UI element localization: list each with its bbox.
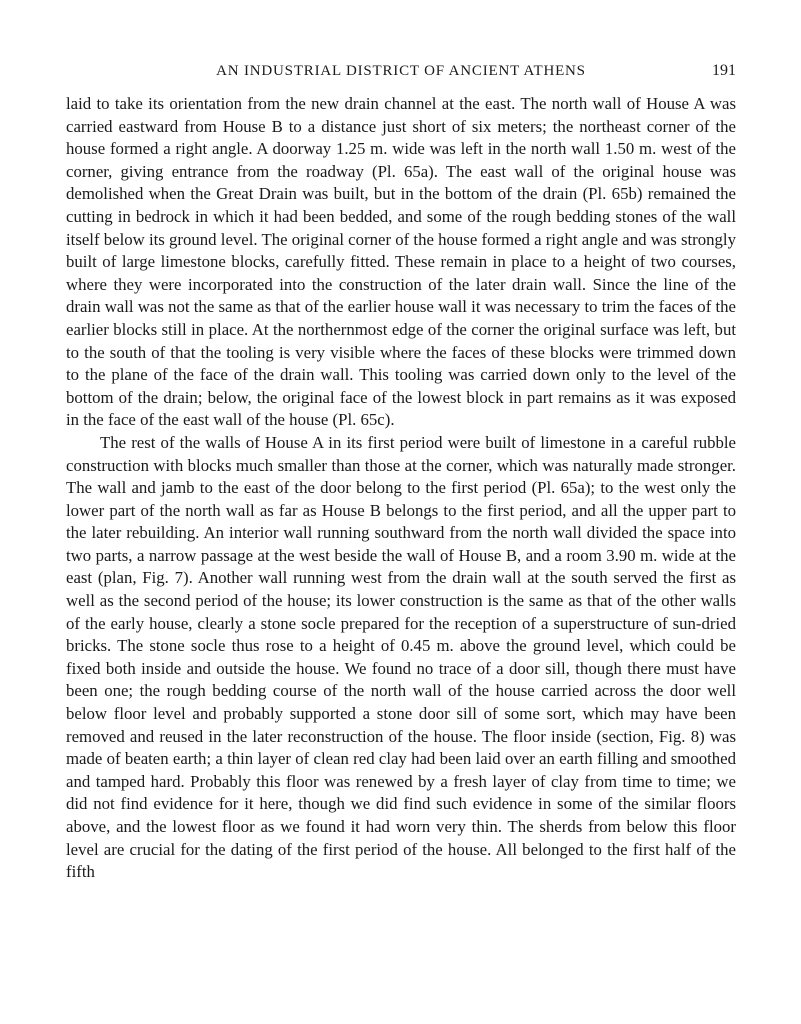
paragraph-1: laid to take its orientation from the new drain channel at the east. The north wall of House A was carried eastward from House B to a distance just short of six meters; the northeast corner of the house formed a right angle. A doorway 1.25 m. wide was left in the north wall 1.50 m. west of the corner, giving entrance from the roadway (Pl. 65a). The east wall of the original house was demolished when the Great Drain was built, but in the bottom of the drain (Pl. 65b) remained the cutting in bedrock in which it had been bedded, and some of the rough bedding stones of the wall itself below its ground level. The original corner of the house formed a right angle and was strongly built of large limestone blocks, carefully fitted. These remain in place to a height of two courses, where they were incorporated into the construction of the later drain wall. Since the line of the drain wall was not the same as that of the earlier house wall it was necessary to trim the faces of the earlier blocks still in place. At the northernmost edge of the corner the original surface was left, but to the south of that the tooling is very visible where the faces of these blocks were trimmed down to the plane of the face of the drain wall. This tooling was carried down only to the level of the bottom of the drain; below, the original face of the lowest block in part remains as it was exposed in the face of the east wall of the house (Pl. 65c). bbox=[66, 94, 736, 430]
running-head bbox=[66, 60, 736, 82]
body-text bbox=[66, 93, 736, 884]
page-number: 191 bbox=[712, 62, 736, 79]
paragraph-2: The rest of the walls of House A in its first period were built of limestone in a careful rubble construction with blocks much smaller than those at the corner, which was naturally made stronger. The wall and jamb to the east of the door belong to the first period (Pl. 65a); to the west only the lower part of the north wall as far as House B belongs to the first period, and all the upper part to the later rebuilding. An interior wall running southward from the north wall divided the space into two parts, a narrow passage at the west beside the wall of House B, and a room 3.90 m. wide at the east (plan, Fig. 7). Another wall running west from the drain wall at the south served the first as well as the second period of the house; its lower construction is the same as that of the other walls of the early house, clearly a stone socle prepared for the reception of a superstructure of sun-dried bricks. The stone socle thus rose to a height of 0.45 m. above the ground level, which could be fixed both inside and outside the house. We found no trace of a door sill, though there must have been one; the rough bedding course of the north wall of the house carried across the door well below floor level and probably supported a stone door sill of some sort, which may have been removed and reused in the later reconstruction of the house. The floor inside (section, Fig. 8) was made of beaten earth; a thin layer of clean red clay had been laid over an earth filling and smoothed and tamped hard. Probably this floor was renewed by a fresh layer of clay from time to time; we did not find evidence for it here, though we did find such evidence in some of the similar floors above, and the lowest floor as we found it had worn very thin. The sherds from below this floor level are crucial for the dating of the first period of the house. All belonged to the first half of the fifth bbox=[66, 432, 736, 882]
running-title: AN INDUSTRIAL DISTRICT OF ANCIENT ATHENS bbox=[216, 63, 586, 79]
